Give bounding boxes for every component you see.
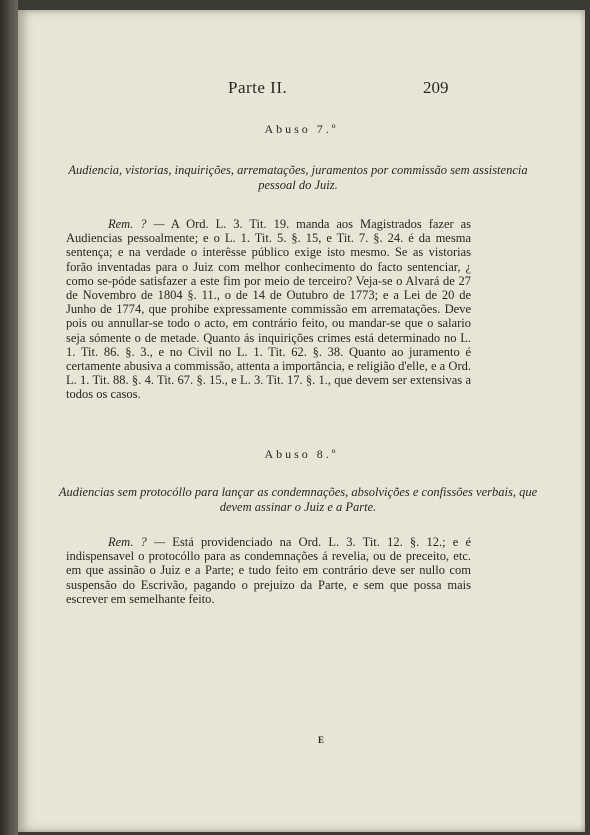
remark-lead: Rem. ? — [108,535,166,549]
paragraph-text: Está providenciado na Ord. L. 3. Tit. 12. §. 12.; e é indispensavel o protocóllo para as condemnações á revelia, ou de preceito, etc. em que assinão o Juiz e a Parte; e tudo feito em contrário deve ser nullo com suspensão do Escrivão, pagando o prejuizo da Parte, e sem que possa mais escrever em semelhante feito. [66,535,471,606]
section-subtitle-abuso-7: Audiencia, vistorias, inquirições, arrematações, juramentos por commissão sem assistencia pessoal do Juiz. [68,163,528,192]
book-page [18,10,585,832]
running-head [18,78,585,102]
body-paragraph-abuso-8 [66,535,471,606]
binding-edge [0,0,18,835]
section-heading-abuso-8: Abuso 8.º [264,447,339,461]
paragraph-text: A Ord. L. 3. Tit. 19. manda aos Magistrados fazer as Audiencias pessoalmente; e o L. 1. Tit. 5. §. 15, e Tit. 7. §. 24. é da mesma sentença; e na verdade o interêsse público exige isto mesmo. Se as vistorias forão inventadas para o Juiz com melhor conhecimento do facto sentenciar, ¿ como se-póde satisfazer a este fim por meio de terceiro? Veja-se o Alvará de 27 de Novembro de 1804 §. 11., o de 14 de Outubro de 1773; e a Lei de 20 de Junho de 1774, que prohibe expressamente commissão em arrematações. Deve pois ou annullar-se todo o acto, em contrário feito, ou mandar-se que o salario seja sómente o de metade. Quanto ás inquirições crimes está determinado no L. 1. Tit. 86. §. 3., e no Civil no L. 1. Tit. 62. §. 38. Quanto ao juramento é certamente abusiva a commissão, attenta a importância, e religião d'elle, e a Ord. L. 1. Tit. 88. §. 4. Tit. 67. §. 15., e L. 3. Tit. 17. §. 1., que devem ser extensivas a todos os casos. [66,217,472,402]
remark-lead: Rem. ? — [108,217,165,231]
section-heading-abuso-7: Abuso 7.º [264,122,339,136]
signature-mark: E [318,735,325,745]
body-paragraph-abuso-7 [66,217,471,402]
section-subtitle-abuso-8: Audiencias sem protocóllo para lançar as condemnações, absolvições e confissões verbais, que devem assinar o Juiz e a Parte. [58,485,538,514]
running-title: Parte II. [228,78,288,97]
page-number: 209 [423,78,449,97]
